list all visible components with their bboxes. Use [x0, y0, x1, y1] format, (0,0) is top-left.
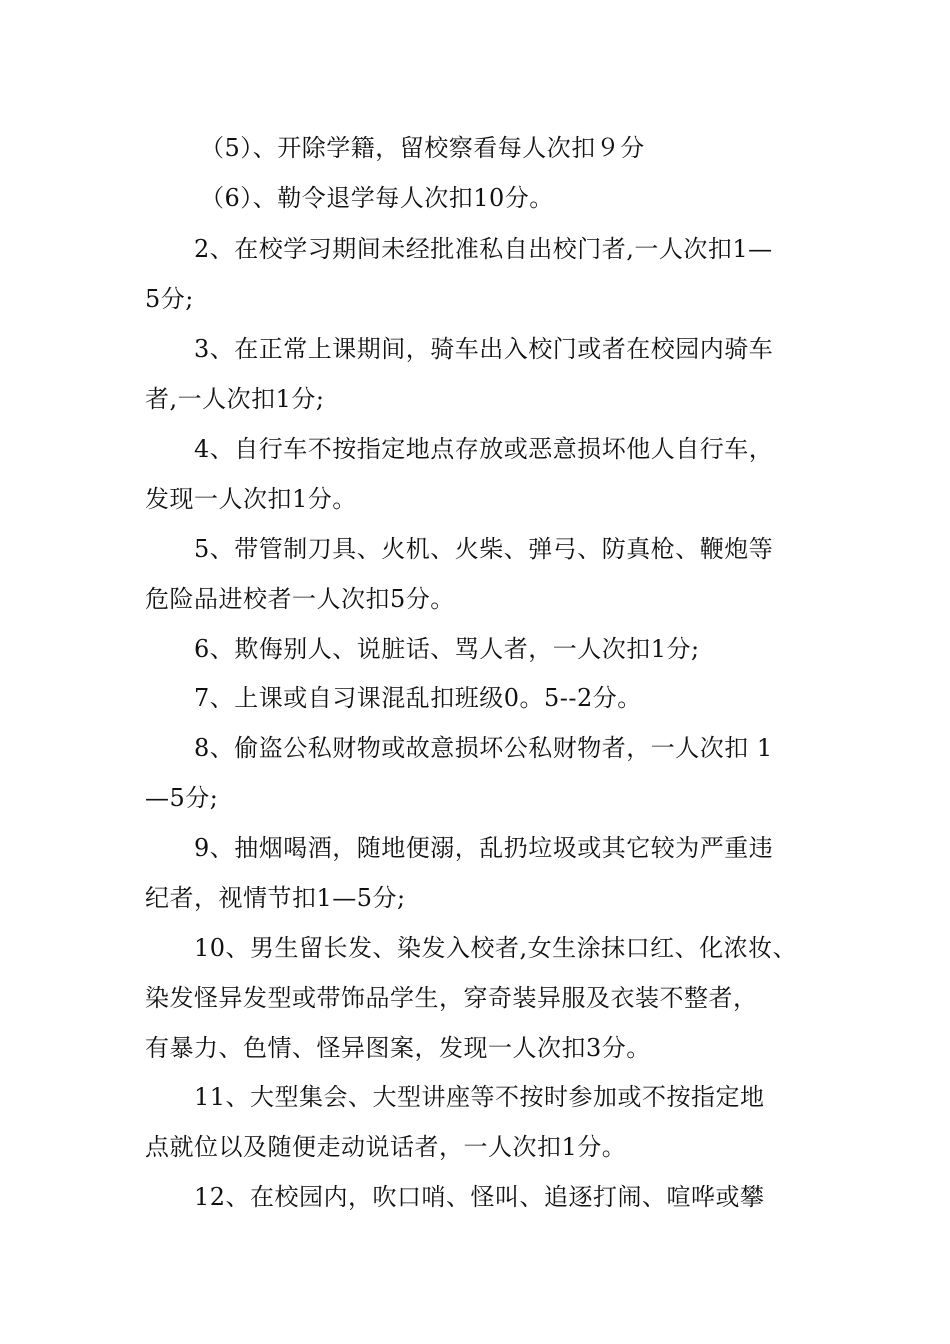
text-line-20: 11、大型集会、大型讲座等不按时参加或不按指定地	[194, 1083, 765, 1111]
text-line-8: 发现一人次扣1分。	[145, 485, 357, 513]
text-line-12: 7、上课或自习课混乱扣班级0。5--2分。	[194, 684, 642, 712]
text-line-22: 12、在校园内，吹口哨、怪叫、追逐打闹、喧哗或攀	[194, 1183, 765, 1211]
text-line-18: 染发怪异发型或带饰品学生，穿奇装异服及衣装不整者，	[145, 984, 758, 1012]
text-line-17: 10、男生留长发、染发入校者,女生涂抹口红、化浓妆、	[194, 934, 798, 962]
text-line-14: —5分;	[145, 784, 219, 812]
text-line-11: 6、欺侮别人、说脏话、骂人者，一人次扣1分;	[194, 635, 700, 663]
text-line-9: 5、带管制刀具、火机、火柴、弹弓、防真枪、鞭炮等	[194, 535, 774, 563]
text-line-21: 点就位以及随便走动说话者，一人次扣1分。	[145, 1133, 627, 1161]
text-line-13: 8、偷盗公私财物或故意损坏公私财物者，一人次扣 1	[194, 734, 773, 762]
text-line-7: 4、自行车不按指定地点存放或恶意损坏他人自行车，	[194, 435, 774, 463]
text-line-5: 3、在正常上课期间，骑车出入校门或者在校园内骑车	[194, 335, 774, 363]
text-line-3: 2、在校学习期间未经批准私自出校门者,一人次扣1—	[194, 235, 773, 263]
text-line-10: 危险品进校者一人次扣5分。	[145, 585, 455, 613]
text-line-19: 有暴力、色情、怪异图案，发现一人次扣3分。	[145, 1034, 651, 1062]
text-line-6: 者,一人次扣1分;	[145, 385, 325, 413]
text-line-16: 纪者，视情节扣1—5分;	[145, 884, 406, 912]
text-line-15: 9、抽烟喝酒，随地便溺，乱扔垃圾或其它较为严重违	[194, 834, 774, 862]
text-line-2: （6）、勒令退学每人次扣10分。	[200, 184, 554, 212]
text-line-4: 5分;	[145, 285, 194, 313]
text-line-1: （5）、开除学籍，留校察看每人次扣９分	[200, 134, 645, 162]
